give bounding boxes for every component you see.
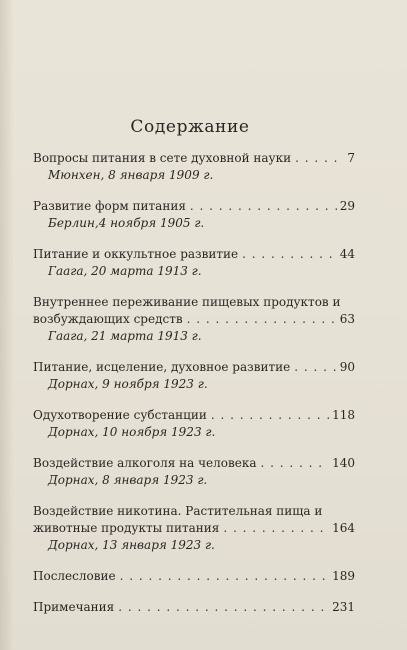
dot-leader — [261, 455, 330, 472]
toc-entry — [33, 294, 355, 345]
toc-entry-lecture-info: Берлин,4 ноября 1905 г. — [48, 216, 205, 230]
toc-entry-lecture-info: Дорнах, 9 ноября 1923 г. — [48, 377, 208, 391]
toc-entry-title: Вопросы питания в сете духовной науки — [33, 151, 292, 165]
table-of-contents — [33, 150, 355, 630]
dot-leader — [118, 599, 329, 616]
dot-leader — [211, 407, 329, 424]
toc-entry-lecture-info: Мюнхен, 8 января 1909 г. — [48, 168, 214, 182]
toc-entry-page: 140 — [332, 456, 355, 470]
dot-leader — [190, 198, 337, 215]
toc-entry-title: Развитие форм питания — [33, 199, 186, 213]
toc-entry-title-line1: Воздействие никотина. Растительная пища и — [33, 504, 323, 518]
toc-entry-title: Примечания — [33, 600, 115, 614]
toc-entry-title-line1: Внутреннее переживание пищевых продуктов и — [33, 295, 341, 309]
dot-leader — [242, 246, 337, 263]
toc-entry-page: 90 — [339, 360, 355, 374]
toc-entry-title: Одухотворение субстанции — [33, 408, 207, 422]
toc-entry-title: Питание, исцеление, духовное развитие — [33, 360, 291, 374]
toc-entry-title: Послесловие — [33, 569, 116, 583]
toc-entry — [33, 568, 355, 585]
toc-entry-title: Воздействие алкоголя на человека — [33, 456, 257, 470]
toc-entry — [33, 407, 355, 441]
toc-entry — [33, 599, 355, 616]
toc-entry-page: 164 — [332, 521, 355, 535]
toc-entry-lecture-info: Дорнах, 13 января 1923 г. — [48, 538, 215, 552]
toc-entry-page: 7 — [347, 151, 355, 165]
toc-entry — [33, 503, 355, 554]
toc-entry-lecture-info: Дорнах, 10 ноября 1923 г. — [48, 425, 216, 439]
toc-entry-title: Питание и оккультное развитие — [33, 247, 239, 261]
toc-entry-page: 44 — [339, 247, 355, 261]
toc-entry-title: возбуждающих средств — [33, 312, 183, 326]
toc-entry — [33, 198, 355, 232]
toc-entry-page: 118 — [332, 408, 355, 422]
dot-leader — [295, 150, 344, 167]
toc-entry-lecture-info: Гаага, 21 марта 1913 г. — [48, 329, 202, 343]
toc-entry-page: 189 — [332, 569, 355, 583]
toc-entry-page: 231 — [332, 600, 355, 614]
toc-entry — [33, 455, 355, 489]
toc-entry — [33, 150, 355, 184]
toc-entry — [33, 359, 355, 393]
dot-leader — [223, 520, 329, 537]
toc-entry-lecture-info: Дорнах, 8 января 1923 г. — [48, 473, 208, 487]
dot-leader — [187, 311, 337, 328]
page-title: Содержание — [130, 117, 250, 137]
dot-leader — [120, 568, 330, 585]
toc-entry-lecture-info: Гаага, 20 марта 1913 г. — [48, 264, 202, 278]
dot-leader — [294, 359, 337, 376]
toc-entry-page: 63 — [339, 312, 355, 326]
toc-entry — [33, 246, 355, 280]
toc-entry-title: животные продукты питания — [33, 521, 220, 535]
toc-entry-page: 29 — [339, 199, 355, 213]
